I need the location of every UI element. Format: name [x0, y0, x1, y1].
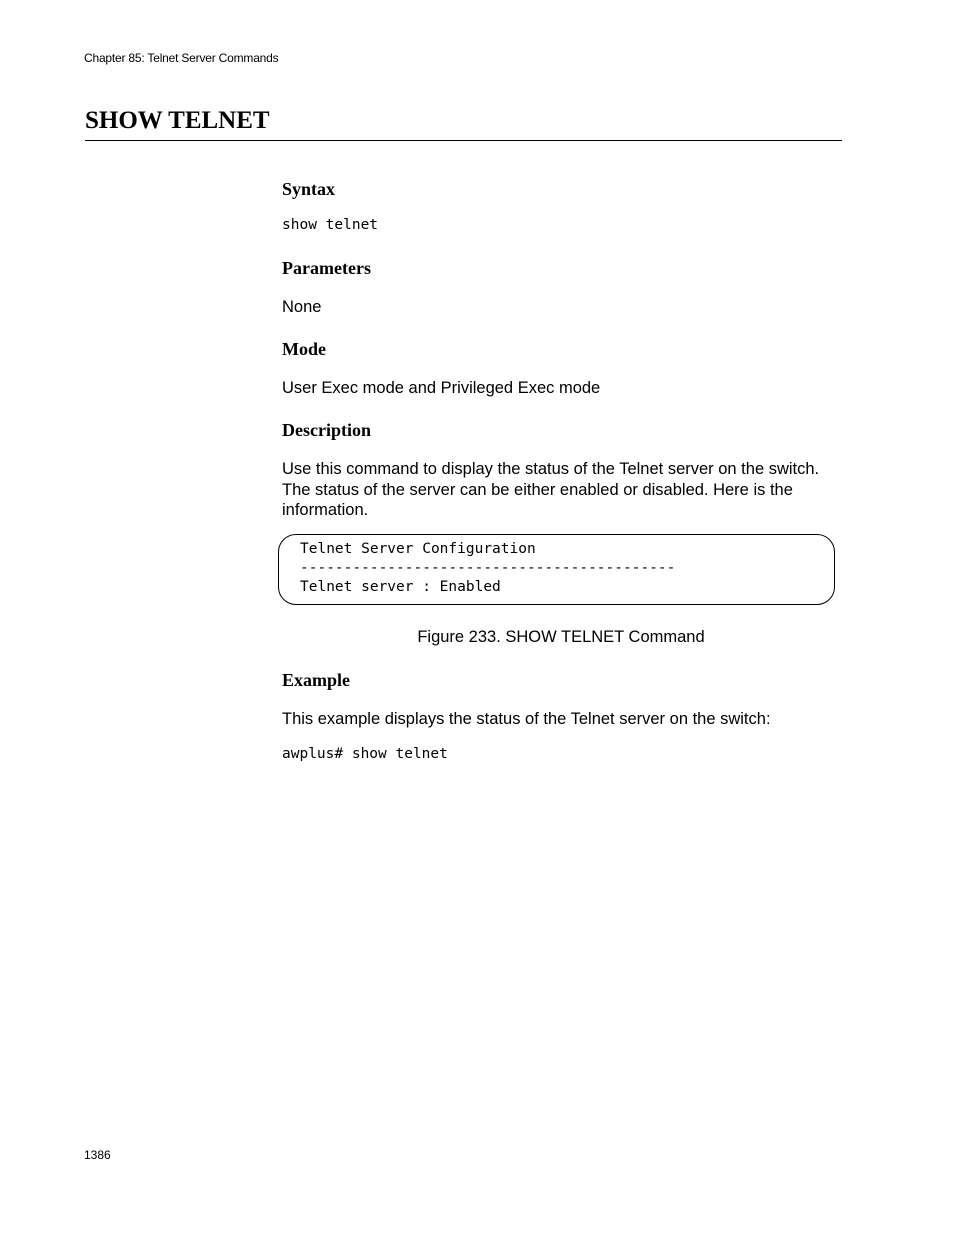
syntax-code: show telnet — [282, 217, 379, 233]
parameters-heading: Parameters — [282, 258, 371, 278]
output-line-separator: ------------------------------------------- — [300, 560, 676, 576]
syntax-heading: Syntax — [282, 179, 336, 199]
parameters-text: None — [282, 298, 322, 316]
figure-caption: Figure 233. SHOW TELNET Command — [417, 628, 705, 646]
description-heading: Description — [282, 420, 371, 440]
output-line-status: Telnet server : Enabled — [300, 579, 501, 595]
title-rule — [85, 140, 842, 141]
example-text: This example displays the status of the Telnet server on the switch: — [282, 710, 771, 728]
running-head: Chapter 85: Telnet Server Commands — [84, 51, 279, 65]
page-title: SHOW TELNET — [85, 107, 270, 134]
mode-text: User Exec mode and Privileged Exec mode — [282, 379, 601, 397]
page-number: 1386 — [84, 1148, 111, 1162]
description-text: Use this command to display the status of the Telnet server on the switch. The status of the server can be either enabled or disabled. Here is the information. — [282, 460, 820, 519]
example-code: awplus# show telnet — [282, 746, 448, 762]
example-heading: Example — [282, 670, 351, 690]
mode-heading: Mode — [282, 339, 326, 359]
output-line-title: Telnet Server Configuration — [300, 541, 536, 557]
